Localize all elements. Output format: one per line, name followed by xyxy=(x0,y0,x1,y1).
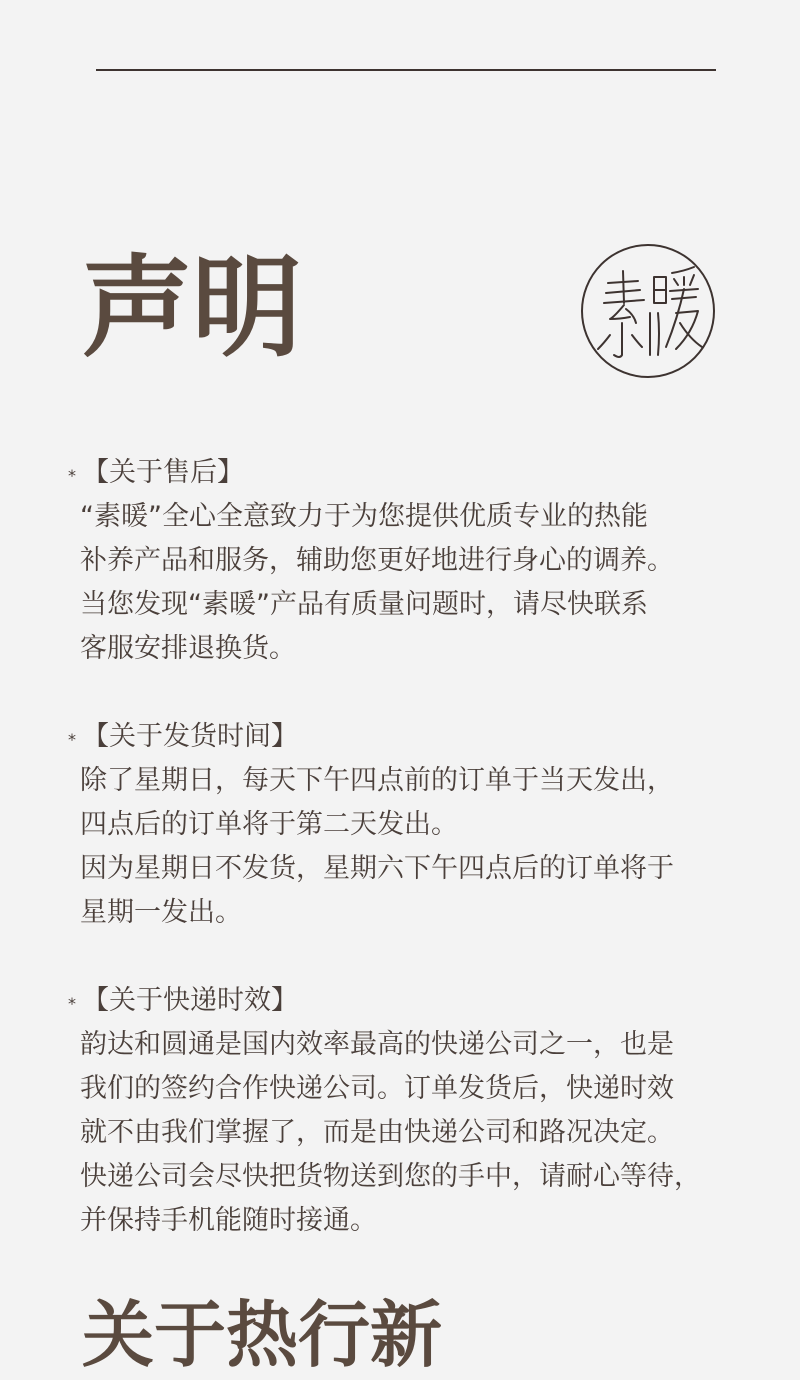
paragraph-line: 补养产品和服务，辅助您更好地进行身心的调养。 xyxy=(80,545,674,576)
top-divider xyxy=(96,69,716,71)
paragraph-line: 我们的签约合作快递公司。订单发货后，快递时效 xyxy=(80,1073,674,1104)
logo-seal xyxy=(580,243,716,379)
paragraph-line: 因为星期日不发货，星期六下午四点后的订单将于 xyxy=(80,853,674,884)
paragraph-line: 就不由我们掌握了，而是由快递公司和路况决定。 xyxy=(80,1117,674,1148)
bullet-star: * xyxy=(68,466,76,485)
paragraph-line: 星期一发出。 xyxy=(80,897,242,928)
section-heading: 【关于快递时效】 xyxy=(82,985,298,1016)
section-delivery-speed xyxy=(68,979,768,1243)
paragraph-line: 客服安排退换货。 xyxy=(80,633,296,664)
section-after-sales xyxy=(68,451,768,671)
paragraph-line: “素暖”全心全意致力于为您提供优质专业的热能 xyxy=(80,501,648,532)
paragraph-line: 除了星期日，每天下午四点前的订单于当天发出， xyxy=(80,765,674,796)
section-heading: 【关于发货时间】 xyxy=(82,721,298,752)
paragraph-line: 四点后的订单将于第二天发出。 xyxy=(80,809,458,840)
paragraph-line: 并保持手机能随时接通。 xyxy=(80,1205,377,1236)
paragraph-line: 当您发现“素暖”产品有质量问题时，请尽快联系 xyxy=(80,589,648,620)
section-shipping-time xyxy=(68,715,768,935)
paragraph-line: 韵达和圆通是国内效率最高的快递公司之一，也是 xyxy=(80,1029,674,1060)
page-title: 声明 xyxy=(82,244,302,372)
bullet-star: * xyxy=(68,994,76,1013)
section-heading: 【关于售后】 xyxy=(82,457,244,488)
next-section-heading: 关于热行新 xyxy=(82,1293,443,1377)
logo-seal-icon xyxy=(580,243,716,379)
paragraph-line: 快递公司会尽快把货物送到您的手中，请耐心等待， xyxy=(80,1161,701,1192)
bullet-star: * xyxy=(68,730,76,749)
